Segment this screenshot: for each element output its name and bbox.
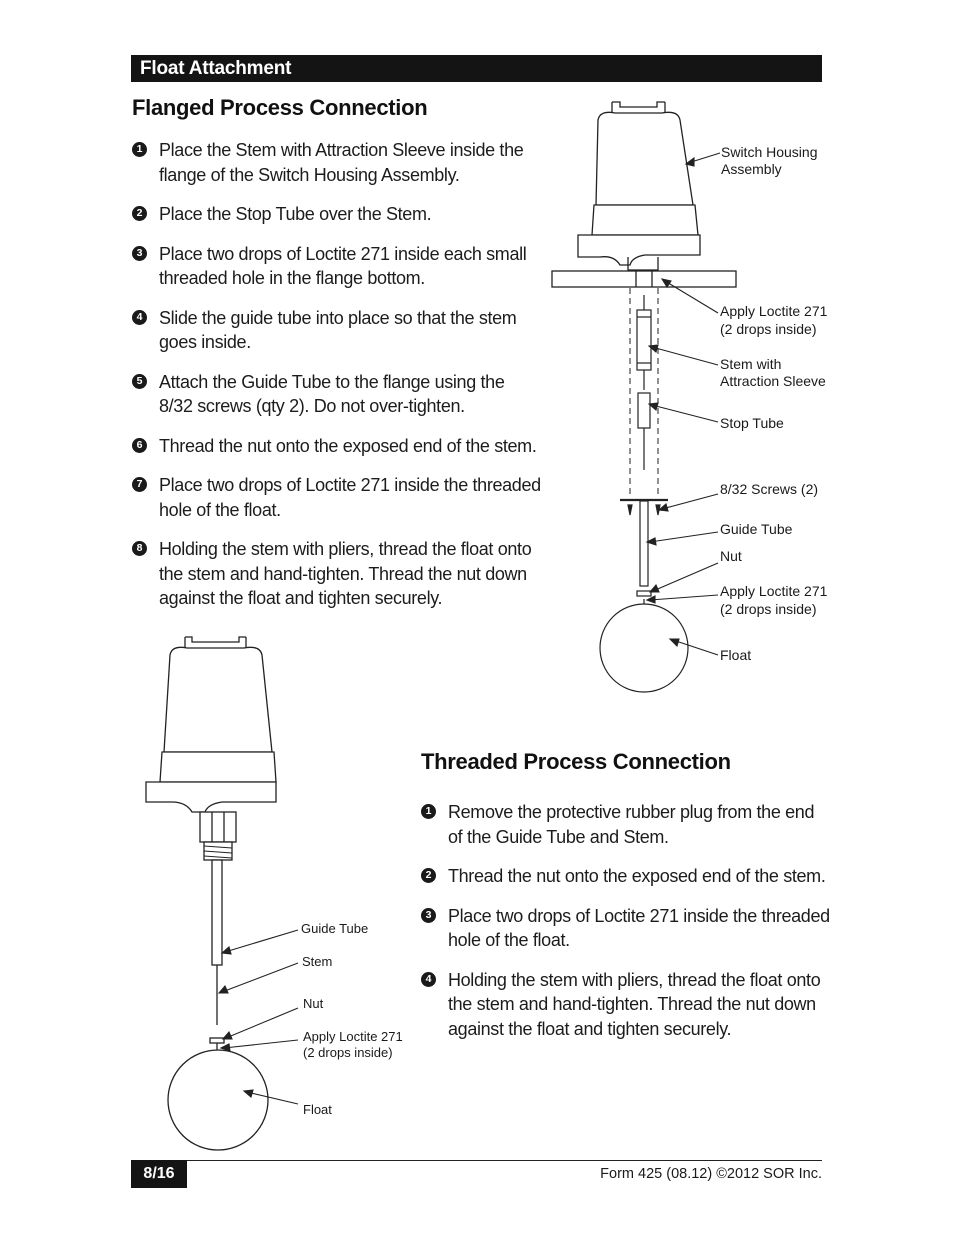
flanged-step (132, 242, 542, 291)
callout-stem-sleeve: Stem with (720, 356, 782, 372)
flanged-step (132, 370, 542, 419)
callout-guide-tube: Guide Tube (301, 921, 369, 936)
step-text: Remove the protective rubber plug from the end of the Guide Tube and Stem. (448, 802, 815, 847)
callout-loctite: Apply Loctite 271 (303, 1029, 403, 1044)
callout-float: Float (720, 647, 752, 663)
callout-switch-housing: Assembly (721, 161, 782, 177)
step-text: Slide the guide tube into place so that the stem goes inside. (159, 307, 517, 352)
threaded-diagram-svg (130, 630, 420, 1155)
step-text: Place two drops of Loctite 271 inside the threaded hole of the float. (159, 475, 541, 520)
step-number: 3 (132, 246, 147, 261)
footer-divider (131, 1160, 822, 1161)
step-number: 4 (421, 972, 436, 987)
flanged-connection-title: Flanged Process Connection (132, 95, 428, 120)
step-number: 2 (132, 206, 147, 221)
callout-nut: Nut (720, 548, 742, 564)
step-text: Attach the Guide Tube to the flange using the 8/32 screws (qty 2). Do not over-tighten. (159, 371, 505, 416)
callout-stop-tube: Stop Tube (720, 415, 784, 431)
section-header-bar (131, 55, 822, 82)
threaded-step (421, 904, 831, 953)
step-text: Holding the stem with pliers, thread the float onto the stem and hand-tighten. Thread the nut down against the float and tighten securely. (159, 539, 532, 608)
callout-stem-sleeve: Attraction Sleeve (720, 373, 826, 389)
flanged-step (132, 473, 542, 522)
step-text: Thread the nut onto the exposed end of the stem. (159, 435, 537, 456)
callout-loctite-float: (2 drops inside) (720, 601, 817, 617)
step-text: Place two drops of Loctite 271 inside each small threaded hole in the flange bottom. (159, 243, 527, 288)
callout-switch-housing: Switch Housing (721, 144, 818, 160)
step-text: Place two drops of Loctite 271 inside the threaded hole of the float. (448, 905, 830, 950)
form-copyright: Form 425 (08.12) ©2012 SOR Inc. (600, 1166, 822, 1182)
section-title: Float Attachment (140, 58, 292, 79)
threaded-connection-title: Threaded Process Connection (421, 749, 731, 774)
callout-float: Float (303, 1102, 332, 1117)
step-number: 2 (421, 868, 436, 883)
step-text: Thread the nut onto the exposed end of the stem. (448, 866, 826, 886)
threaded-assembly-diagram (130, 630, 420, 1155)
flanged-step (132, 138, 542, 187)
threaded-step (421, 864, 831, 889)
page-number-badge: 8/16 (131, 1160, 187, 1188)
step-number: 5 (132, 374, 147, 389)
flanged-step (132, 434, 542, 459)
step-text: Place the Stem with Attraction Sleeve inside the flange of the Switch Housing Assembly. (159, 140, 524, 185)
flanged-diagram-svg (540, 95, 840, 695)
step-number: 1 (421, 804, 436, 819)
callout-loctite-flange: (2 drops inside) (720, 321, 817, 337)
step-number: 7 (132, 477, 147, 492)
step-text: Holding the stem with pliers, thread the float onto the stem and hand-tighten. Thread the nut down against the float and tighten securely. (448, 969, 821, 1039)
callout-screws: 8/32 Screws (2) (720, 481, 819, 497)
threaded-step (421, 968, 831, 1042)
callout-nut: Nut (303, 996, 324, 1011)
callout-guide-tube: Guide Tube (720, 521, 793, 537)
threaded-step (421, 800, 831, 849)
step-number: 1 (132, 142, 147, 157)
flanged-step (132, 202, 542, 227)
callout-stem: Stem (302, 954, 333, 969)
flanged-assembly-diagram (540, 95, 840, 695)
step-number: 6 (132, 438, 147, 453)
flanged-step (132, 537, 542, 611)
step-text: Place the Stop Tube over the Stem. (159, 204, 432, 224)
callout-loctite-flange: Apply Loctite 271 (720, 303, 828, 319)
flanged-steps-list (132, 138, 542, 626)
flanged-step (132, 306, 542, 355)
step-number: 8 (132, 541, 147, 556)
threaded-steps-list (421, 800, 831, 1056)
callout-loctite-float: Apply Loctite 271 (720, 583, 828, 599)
step-number: 3 (421, 908, 436, 923)
step-number: 4 (132, 310, 147, 325)
callout-loctite: (2 drops inside) (303, 1045, 393, 1060)
